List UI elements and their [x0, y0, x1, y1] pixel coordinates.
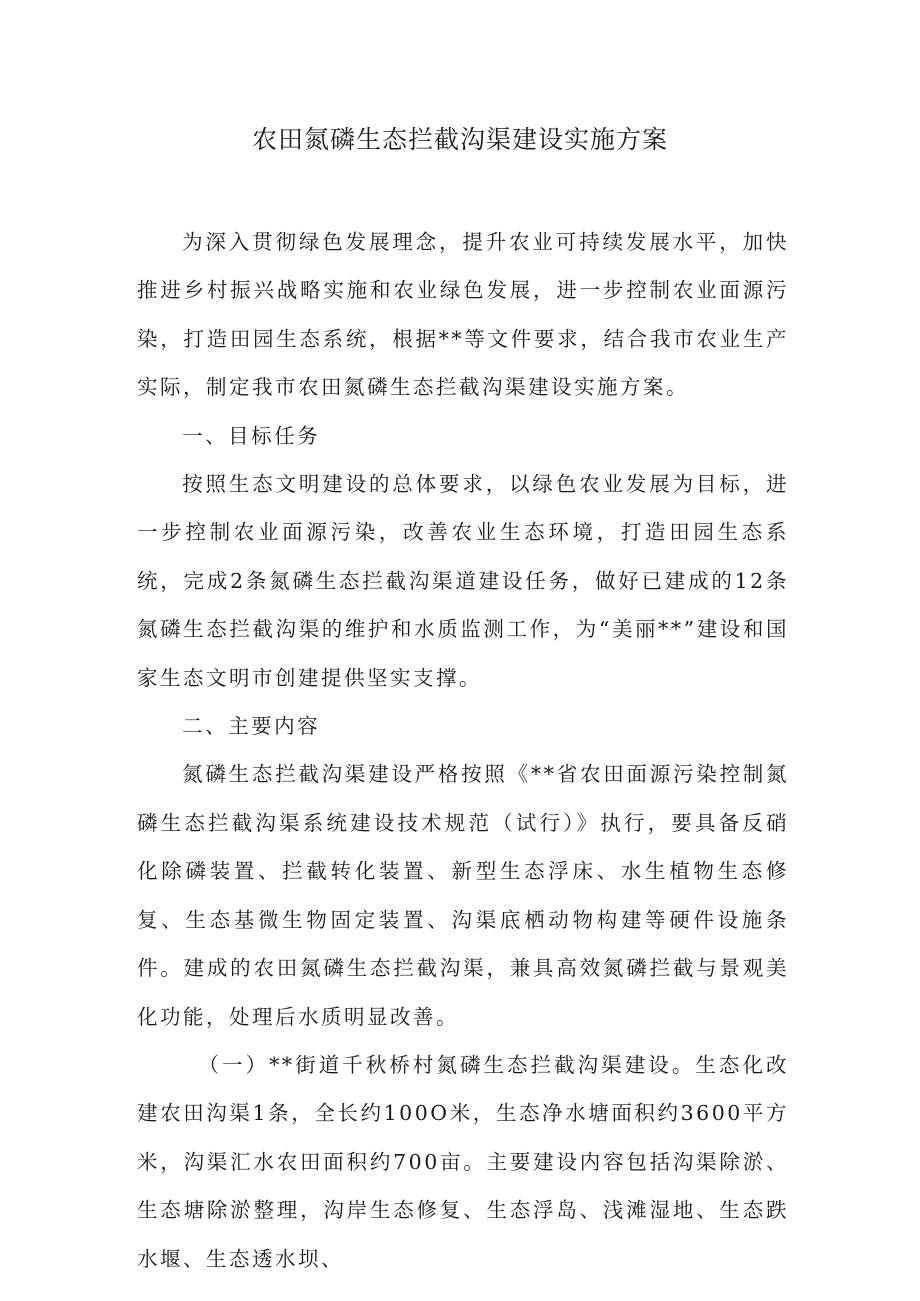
- intro-paragraph: 为深入贯彻绿色发展理念，提升农业可持续发展水平，加快推进乡村振兴战略实施和农业绿色发展，进一步控制农业面源污染，打造田园生态系统，根据**等文件要求，结合我市农业生产实际，制定我市农田氮磷生态拦截沟渠建设实施方案。: [137, 230, 789, 400]
- content-paragraph: 氮磷生态拦截沟渠建设严格按照《**省农田面源污染控制氮磷生态拦截沟渠系统建设技术规范（试行）》执行，要具备反硝化除磷装置、拦截转化装置、新型生态浮床、水生植物生态修复、生态基微生物固定装置、沟渠底栖动物构建等硬件设施条件。建成的农田氮磷生态拦截沟渠，兼具高效氮磷拦截与景观美化功能，处理后水质明显改善。: [137, 762, 789, 1029]
- goals-paragraph: 按照生态文明建设的总体要求，以绿色农业发展为目标，进一步控制农业面源污染，改善农业生态环境，打造田园生态系统，完成2条氮磷生态拦截沟渠道建设任务，做好已建成的12条氮磷生态拦截沟渠的维护和水质监测工作，为“美丽**”建设和国家生态文明市创建提供坚实支撑。: [137, 472, 789, 690]
- document-title: 农田氮磷生态拦截沟渠建设实施方案: [251, 125, 668, 154]
- section-heading-goals: 一、目标任务: [182, 423, 321, 448]
- document-body: [137, 218, 789, 1283]
- section-heading-content: 二、主要内容: [182, 714, 321, 739]
- subsection-paragraph: （一）**街道千秋桥村氮磷生态拦截沟渠建设。生态化改建农田沟渠1条，全长约100O米，生态净水塘面积约3600平方米，沟渠汇水农田面积约700亩。主要建设内容包括沟渠除淤、生态塘除淤整理，沟岸生态修复、生态浮岛、浅滩湿地、生态跌水堰、生态透水坝、: [137, 1052, 789, 1271]
